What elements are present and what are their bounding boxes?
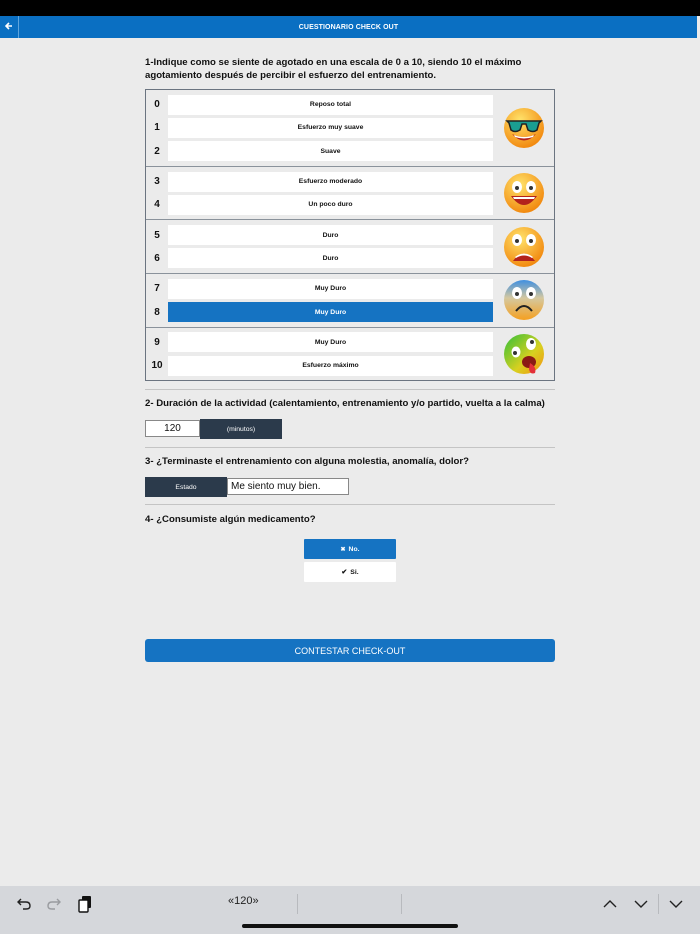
previous-field-icon[interactable] xyxy=(602,894,618,914)
divider xyxy=(658,894,659,914)
question-3-title: 3- ¿Terminaste el entrenamiento con alguna molestia, anomalía, dolor? xyxy=(145,456,469,468)
divider xyxy=(145,504,555,505)
next-field-icon[interactable] xyxy=(633,894,649,914)
question-1-title: 1-Indique como se siente de agotado en una escala de 0 a 10, siendo 10 el máximo agotamiento después de percibir el esfuerzo del entrenamiento. xyxy=(145,57,522,81)
nauseated-dizzy-emoji-icon xyxy=(493,331,554,378)
scale-option-5[interactable]: Duro xyxy=(168,225,493,245)
scale-option-10[interactable]: Esfuerzo máximo xyxy=(168,356,493,376)
scale-row-6[interactable] xyxy=(146,247,493,270)
scale-group-7-8 xyxy=(146,274,554,328)
scale-number: 0 xyxy=(154,99,160,111)
scale-option-1[interactable]: Esfuerzo muy suave xyxy=(168,118,493,138)
scale-number: 9 xyxy=(154,336,160,348)
scale-option-2[interactable]: Suave xyxy=(168,141,493,161)
back-button[interactable] xyxy=(0,16,19,38)
scale-option-0[interactable]: Reposo total xyxy=(168,95,493,115)
scale-number: 1 xyxy=(154,122,160,134)
scale-row-7[interactable] xyxy=(146,277,493,300)
autocomplete-suggestion[interactable]: «120» xyxy=(228,895,259,907)
status-bar xyxy=(0,0,700,16)
state-row xyxy=(145,477,555,496)
divider xyxy=(297,894,298,914)
scale-option-9[interactable]: Muy Duro xyxy=(168,332,493,352)
scale-number: 4 xyxy=(154,199,160,211)
scale-row-8[interactable] xyxy=(146,300,493,323)
scale-number: 10 xyxy=(151,360,163,372)
top-nav-bar xyxy=(0,16,697,38)
scale-row-0[interactable] xyxy=(146,93,493,116)
scale-row-10[interactable] xyxy=(146,354,493,377)
scale-option-4[interactable]: Un poco duro xyxy=(168,195,493,215)
question-2-title: 2- Duración de la actividad (calentamiento, entrenamiento y/o partido, vuelta a la calma) xyxy=(145,398,545,410)
scale-row-9[interactable] xyxy=(146,331,493,354)
fearful-frown-emoji-icon xyxy=(493,277,554,324)
keyboard-shortcut-bar xyxy=(0,886,700,934)
scale-number: 7 xyxy=(154,283,160,295)
scale-option-7[interactable]: Muy Duro xyxy=(168,279,493,299)
question-4-title: 4- ¿Consumiste algún medicamento? xyxy=(145,514,316,526)
effort-scale xyxy=(145,89,555,381)
dismiss-keyboard-icon[interactable] xyxy=(668,894,684,914)
scale-number: 3 xyxy=(154,176,160,188)
divider xyxy=(145,389,555,390)
divider xyxy=(145,447,555,448)
scale-group-9-10 xyxy=(146,328,554,381)
scale-row-2[interactable] xyxy=(146,140,493,163)
option-yes-button[interactable] xyxy=(304,562,396,582)
home-indicator xyxy=(242,924,458,928)
state-input[interactable]: Me siento muy bien. xyxy=(227,478,349,495)
duration-row xyxy=(145,419,555,438)
grinning-wide-eyes-emoji-icon xyxy=(493,170,554,217)
option-label: Si. xyxy=(350,568,359,576)
scale-group-3-4 xyxy=(146,167,554,221)
scale-group-0-2 xyxy=(146,90,554,167)
check-icon: ✔ xyxy=(341,569,348,577)
option-no-button[interactable] xyxy=(304,539,396,559)
scale-group-5-6 xyxy=(146,220,554,274)
scale-number: 2 xyxy=(154,145,160,157)
redo-icon[interactable] xyxy=(46,894,62,914)
cool-sunglasses-emoji-icon xyxy=(493,93,554,163)
scale-row-4[interactable] xyxy=(146,193,493,216)
divider xyxy=(401,894,402,914)
minutes-label: (minutos) xyxy=(200,419,282,439)
scale-row-3[interactable] xyxy=(146,170,493,193)
submit-checkout-button[interactable]: CONTESTAR CHECK-OUT xyxy=(145,639,555,662)
scale-option-6[interactable]: Duro xyxy=(168,248,493,268)
scale-row-1[interactable] xyxy=(146,116,493,139)
scale-option-8-selected[interactable]: Muy Duro xyxy=(168,302,493,322)
undo-icon[interactable] xyxy=(16,894,32,914)
questionnaire-form xyxy=(145,56,555,585)
anguished-emoji-icon xyxy=(493,223,554,270)
duration-input[interactable]: 120 xyxy=(145,420,200,437)
x-icon: ✖ xyxy=(340,546,346,553)
state-label: Estado xyxy=(145,477,227,497)
page-title: CUESTIONARIO CHECK OUT xyxy=(298,23,399,31)
scale-option-3[interactable]: Esfuerzo moderado xyxy=(168,172,493,192)
scale-number: 6 xyxy=(154,252,160,264)
scale-row-5[interactable] xyxy=(146,223,493,246)
scale-number: 8 xyxy=(154,306,160,318)
arrow-left-icon xyxy=(5,22,13,33)
paste-icon[interactable] xyxy=(77,894,93,914)
scale-number: 5 xyxy=(154,229,160,241)
medication-options xyxy=(304,539,396,582)
option-label: No. xyxy=(348,545,360,553)
